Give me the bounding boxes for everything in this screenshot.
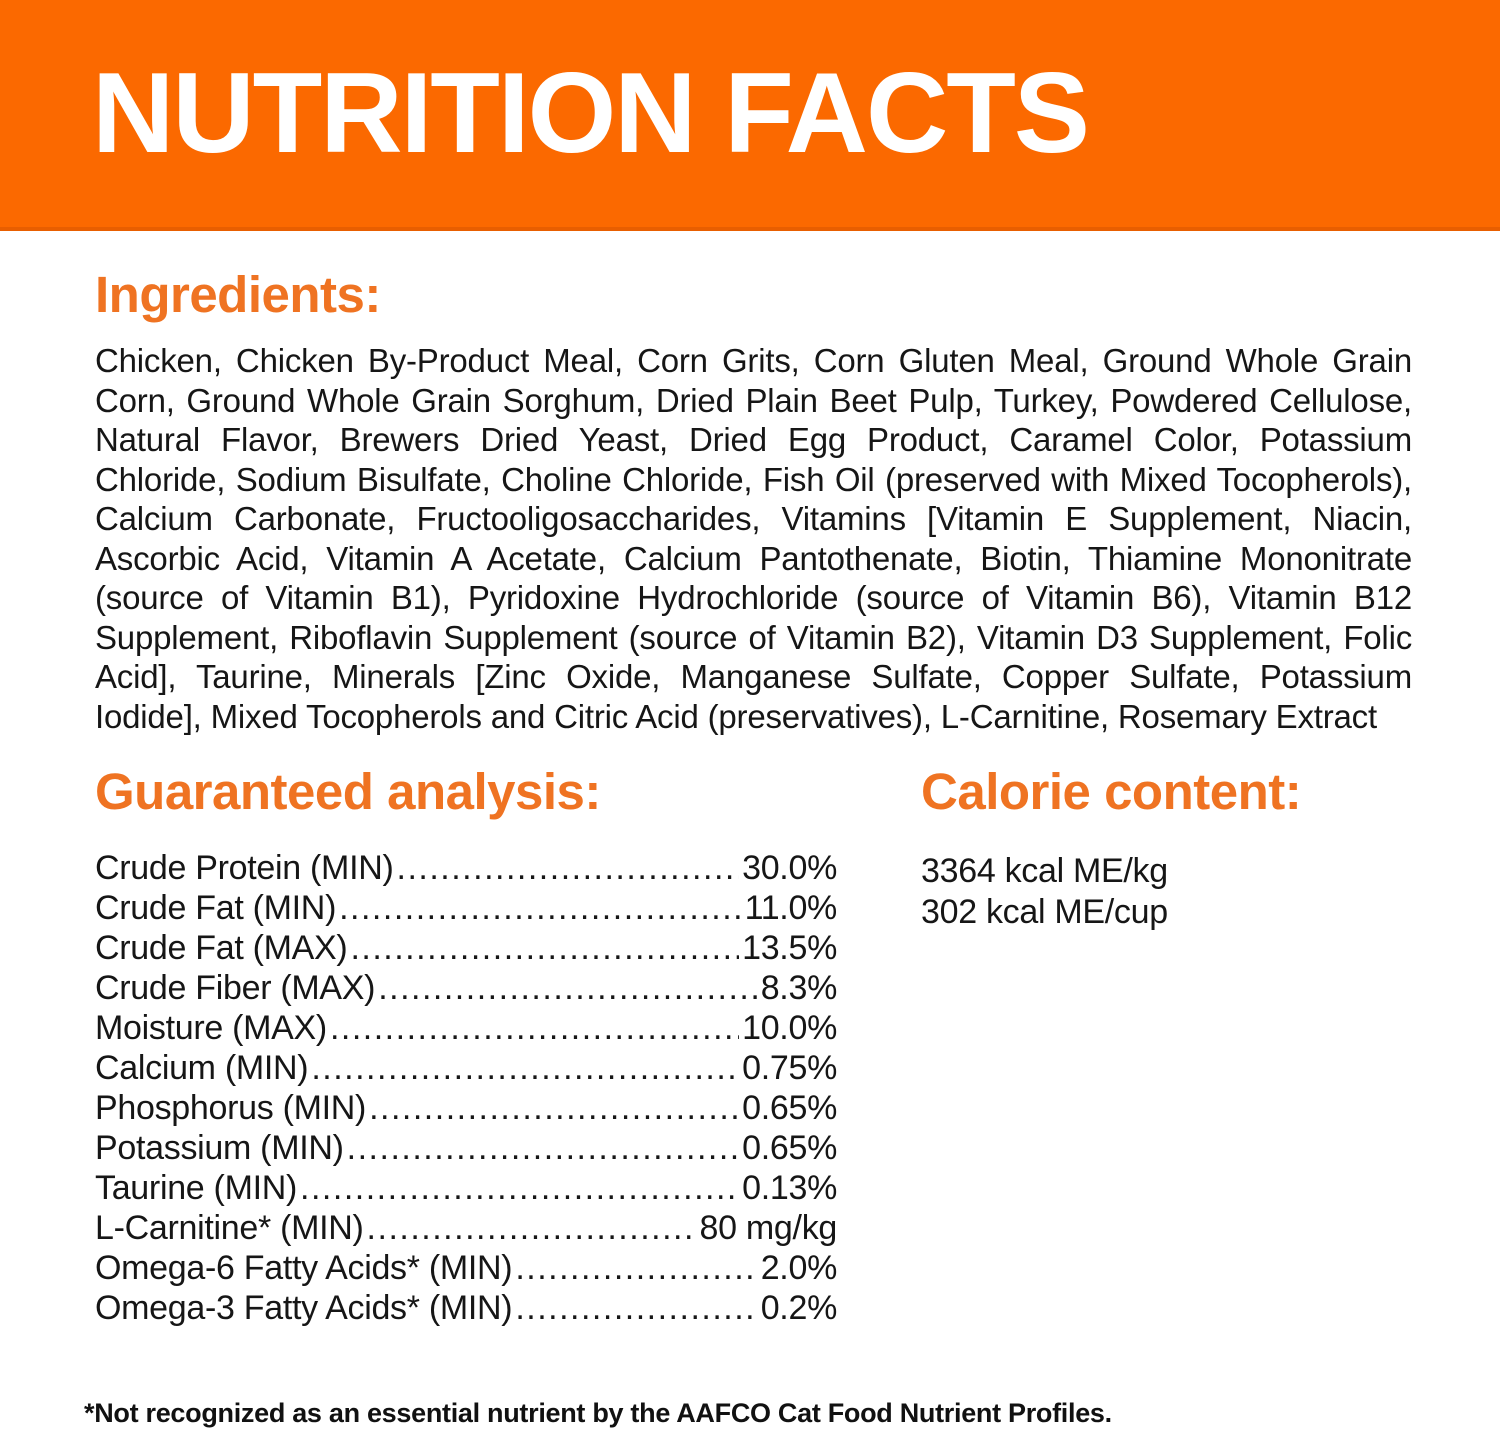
guaranteed-analysis-heading: Guaranteed analysis: — [95, 763, 601, 820]
dot-leader — [369, 1088, 739, 1128]
analysis-label: Moisture (MAX) — [95, 1009, 327, 1047]
guaranteed-analysis-list — [95, 848, 837, 1328]
analysis-calorie-section — [95, 762, 1500, 1328]
analysis-row — [95, 1088, 837, 1128]
analysis-value: 0.2% — [760, 1289, 837, 1327]
analysis-label: Phosphorus (MIN) — [95, 1089, 367, 1127]
aafco-footnote: *Not recognized as an essential nutrient by the AAFCO Cat Food Nutrient Profiles. — [84, 1398, 1112, 1428]
analysis-value: 30.0% — [742, 849, 837, 887]
calorie-line-kg: 3364 kcal ME/kg — [921, 852, 1168, 890]
calorie-content-heading: Calorie content: — [921, 763, 1302, 820]
ingredients-text: Chicken, Chicken By-Product Meal, Corn Grits, Corn Gluten Meal, Ground Whole Grain Corn, Ground Whole Grain Sorghum, Dried Plain Beet Pulp, Turkey, Powdered Cellulose, Natural Flavor, Brewers Dried Yeast, Dried Egg Product, Caramel Color, Potassium Chloride, Sodium Bisulfate, Choline Chloride, Fish Oil (preserved with Mixed Tocopherols), Calcium Carbonate, Fructooligosaccharides, Vitamins [Vitamin E Supplement, Niacin, Ascorbic Acid, Vitamin A Acetate, Calcium Pantothenate, Biotin, Thiamine Mononitrate (source of Vitamin B1), Pyridoxine Hydrochloride (source of Vitamin B6), Vitamin B12 Supplement, Riboflavin Supplement (source of Vitamin B2), Vitamin D3 Supplement, Folic Acid], Taurine, Minerals [Zinc Oxide, Manganese Sulfate, Copper Sulfate, Potassium Iodide], Mixed Tocopherols and Citric Acid (preservatives), L-Carnitine, Rosemary Extract — [95, 342, 1412, 735]
analysis-label: Crude Fat (MIN) — [95, 889, 337, 927]
analysis-label: Crude Fiber (MAX) — [95, 969, 376, 1007]
calorie-content-section — [921, 762, 1301, 1328]
analysis-row — [95, 1128, 837, 1168]
ingredients-heading: Ingredients: — [95, 266, 381, 323]
analysis-value: 0.65% — [742, 1129, 837, 1167]
analysis-value: 0.65% — [742, 1089, 837, 1127]
guaranteed-analysis-section — [95, 762, 837, 1328]
analysis-value: 0.75% — [742, 1049, 837, 1087]
dot-leader — [300, 1168, 739, 1208]
analysis-row — [95, 888, 837, 928]
page-title: NUTRITION FACTS — [92, 50, 1088, 177]
analysis-row — [95, 1288, 837, 1328]
dot-leader — [347, 1128, 739, 1168]
calorie-lines — [921, 851, 1301, 932]
analysis-row — [95, 1168, 837, 1208]
analysis-value: 8.3% — [760, 969, 837, 1007]
analysis-label: Potassium (MIN) — [95, 1129, 344, 1167]
analysis-row — [95, 1048, 837, 1088]
analysis-value: 10.0% — [742, 1009, 837, 1047]
analysis-row — [95, 1248, 837, 1288]
dot-leader — [350, 928, 739, 968]
header-banner — [0, 0, 1500, 231]
analysis-row — [95, 1208, 837, 1248]
analysis-row — [95, 968, 837, 1008]
analysis-label: Crude Fat (MAX) — [95, 929, 348, 967]
analysis-row — [95, 928, 837, 968]
analysis-label: Calcium (MIN) — [95, 1049, 309, 1087]
dot-leader — [330, 1008, 739, 1048]
dot-leader — [515, 1248, 757, 1288]
analysis-row — [95, 848, 837, 888]
analysis-label: Omega-3 Fatty Acids* (MIN) — [95, 1289, 513, 1327]
calorie-line-cup: 302 kcal ME/cup — [921, 892, 1168, 931]
dot-leader — [339, 888, 742, 928]
analysis-label: L-Carnitine* (MIN) — [95, 1209, 364, 1247]
analysis-row — [95, 1008, 837, 1048]
analysis-value: 11.0% — [744, 889, 837, 927]
dot-leader — [397, 848, 740, 888]
analysis-label: Crude Protein (MIN) — [95, 849, 394, 887]
analysis-value: 0.13% — [742, 1169, 837, 1207]
analysis-value: 2.0% — [760, 1249, 837, 1287]
dot-leader — [378, 968, 758, 1008]
analysis-value: 80 mg/kg — [699, 1209, 837, 1247]
analysis-label: Taurine (MIN) — [95, 1169, 298, 1207]
analysis-value: 13.5% — [742, 929, 837, 967]
dot-leader — [515, 1288, 757, 1328]
analysis-label: Omega-6 Fatty Acids* (MIN) — [95, 1249, 513, 1287]
dot-leader — [311, 1048, 739, 1088]
dot-leader — [367, 1208, 697, 1248]
